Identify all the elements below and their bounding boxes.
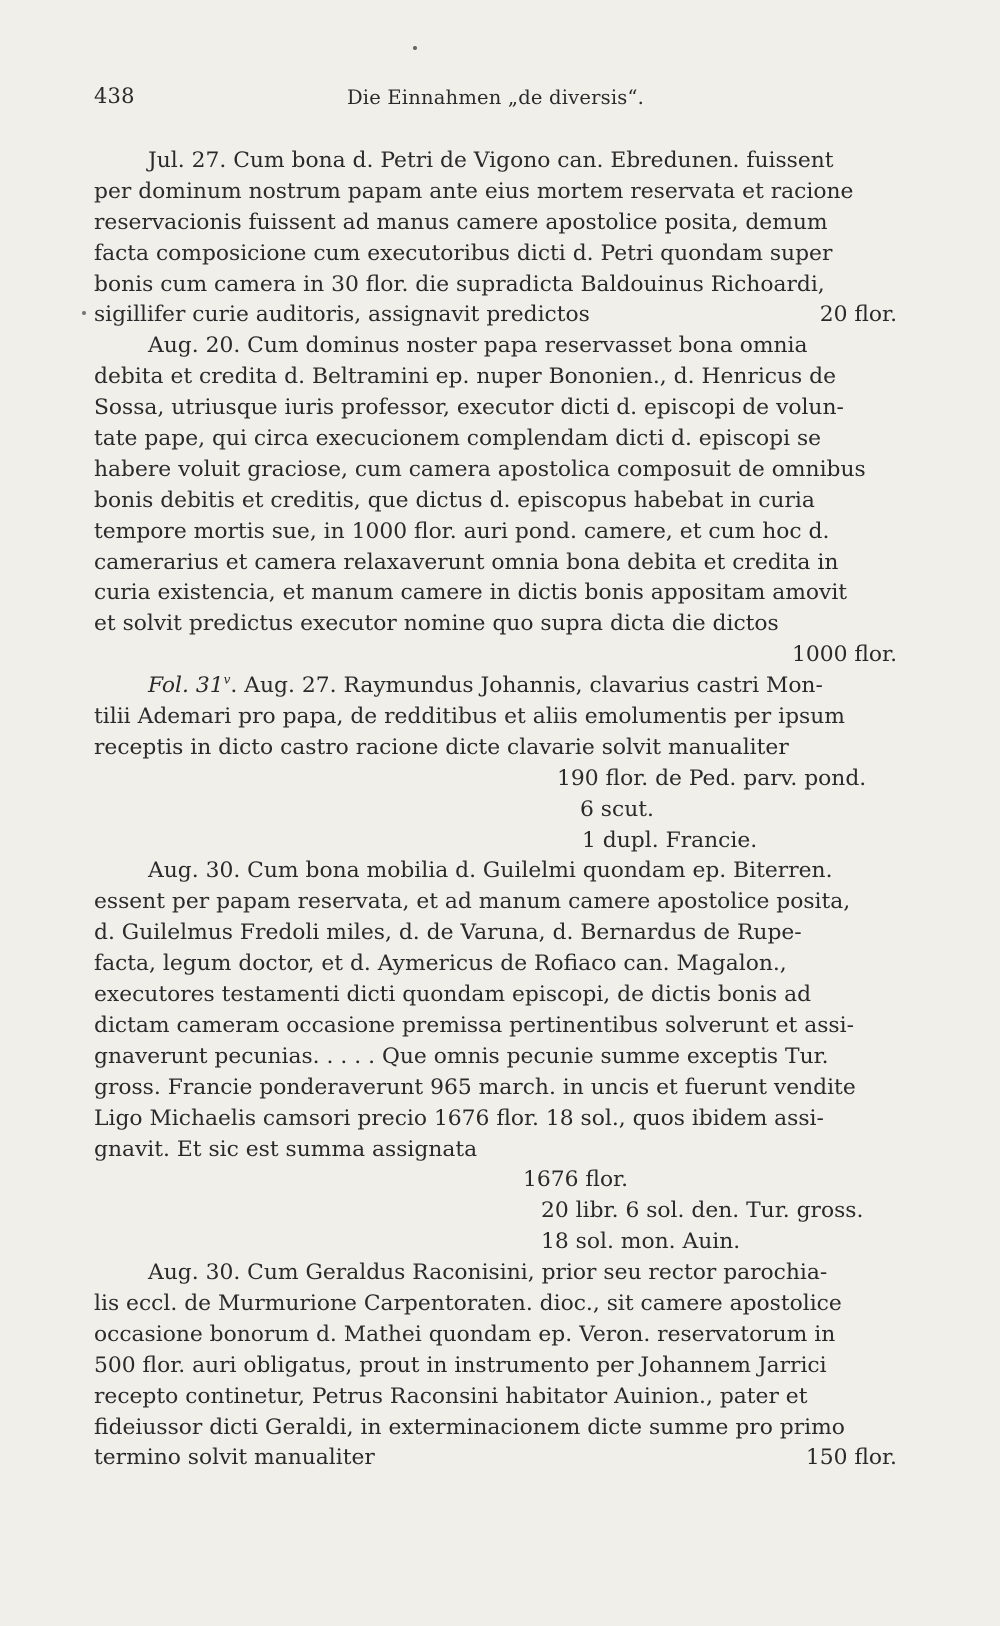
text-line: d. Guilelmus Fredoli miles, d. de Varuna, d. Bernardus de Rupe- <box>94 920 802 946</box>
text-line-with-amount: termino solvit manualiter 150 flor. <box>94 1443 897 1474</box>
text-line: Jul. 27. Cum bona d. Petri de Vigono can. Ebredunen. fuissent <box>148 148 834 173</box>
text-line: Aug. 30. Cum bona mobilia d. Guilelmi quondam ep. Biterren. <box>148 858 833 884</box>
text-line-with-amount: sigillifer curie auditoris, assignavit predictos 20 flor. <box>94 300 897 331</box>
text-line: executores testamenti dicti quondam episcopi, de dictis bonis ad <box>94 982 812 1008</box>
text-line: Aug. 30. Cum Geraldus Raconisini, prior seu rector parochia- <box>148 1260 828 1286</box>
running-head <box>94 78 897 118</box>
text-line: bonis debitis et creditis, que dictus d. episcopus habebat in curia <box>94 487 815 513</box>
text-line: facta composicione cum executoribus dicti d. Petri quondam super <box>94 240 833 266</box>
text-line: occasione bonorum d. Mathei quondam ep. Veron. reservatorum in <box>94 1321 836 1347</box>
text-line: gnavit. Et sic est summa assignata <box>94 1136 478 1162</box>
document-page <box>94 78 897 1474</box>
text-line: 500 flor. auri obligatus, prout in instrumento per Johannem Jarrici <box>94 1352 827 1378</box>
text-line: essent per papam reservata, et ad manum camere apostolice posita, <box>94 889 851 915</box>
text-line: tempore mortis sue, in 1000 flor. auri pond. camere, et cum hoc d. <box>94 518 830 544</box>
amount-line: 1676 flor. <box>523 1167 629 1193</box>
text-line: recepto continetur, Petrus Raconsini habitator Auinion., pater et <box>94 1383 808 1409</box>
text-line: et solvit predictus executor nomine quo supra dicta die dictos <box>94 611 779 637</box>
amount-line: 190 flor. de Ped. parv. pond. <box>557 765 867 791</box>
text-line: debita et credita d. Beltramini ep. nuper Bononien., d. Henricus de <box>94 364 837 390</box>
amount-line: 6 scut. <box>580 796 654 822</box>
text-line: tilii Ademari pro papa, de redditibus et aliis emolumentis per ipsum <box>94 704 845 730</box>
body-text <box>94 146 897 1474</box>
amount: 150 flor. <box>805 1445 897 1471</box>
amount-line: 1000 flor. <box>791 642 897 668</box>
text-line: camerarius et camera relaxaverunt omnia bona debita et credita in <box>94 549 839 575</box>
text-line: lis eccl. de Murmurione Carpentoraten. dioc., sit camere apostolice <box>94 1290 842 1316</box>
text-line: reservacionis fuissent ad manus camere apostolice posita, demum <box>94 209 828 235</box>
text-line: gross. Francie ponderaverunt 965 march. in uncis et fuerunt vendite <box>94 1074 856 1100</box>
text-line: bonis cum camera in 30 flor. die supradicta Baldouinus Richoardi, <box>94 271 825 297</box>
amount-line: 20 libr. 6 sol. den. Tur. gross. <box>541 1198 864 1224</box>
margin-mark <box>82 311 86 315</box>
amount-line: 1 dupl. Francie. <box>582 827 758 853</box>
text-line: Fol. 31$^v$. Aug. 27. Raymundus Johannis, clavarius castri Mon- <box>148 672 823 699</box>
text-line: Sossa, utriusque iuris professor, executor dicti d. episcopi de volun- <box>94 395 844 421</box>
text-line: tate pape, qui circa execucionem complendam dicti d. episcopi se <box>94 426 822 452</box>
text-line: dictam cameram occasione premissa pertinentibus solverunt et assi- <box>94 1012 854 1038</box>
text-line: habere voluit graciose, cum camera apostolica composuit de omnibus <box>94 456 866 482</box>
text-line: receptis in dicto castro racione dicte clavarie solvit manualiter <box>94 734 789 760</box>
text-line: facta, legum doctor, et d. Aymericus de Rofiaco can. Magalon., <box>94 951 787 977</box>
amount: 20 flor. <box>819 302 897 328</box>
ink-speck <box>413 46 417 50</box>
page-number: 438 <box>94 84 135 108</box>
running-title: Die Einnahmen „de diversis“. <box>346 86 645 109</box>
text-line: per dominum nostrum papam ante eius mortem reservata et racione <box>94 178 854 204</box>
text-line: Ligo Michaelis camsori precio 1676 flor. 18 sol., quos ibidem assi- <box>94 1105 824 1131</box>
text-line: fideiussor dicti Geraldi, in exterminacionem dicte summe pro primo <box>94 1414 845 1440</box>
text-line: curia existencia, et manum camere in dictis bonis appositam amovit <box>94 580 848 606</box>
text-line: Aug. 20. Cum dominus noster papa reservasset bona omnia <box>148 333 808 359</box>
text-line: gnaverunt pecunias. . . . . Que omnis pecunie summe exceptis Tur. <box>94 1043 829 1069</box>
amount-line: 18 sol. mon. Auin. <box>541 1229 741 1255</box>
